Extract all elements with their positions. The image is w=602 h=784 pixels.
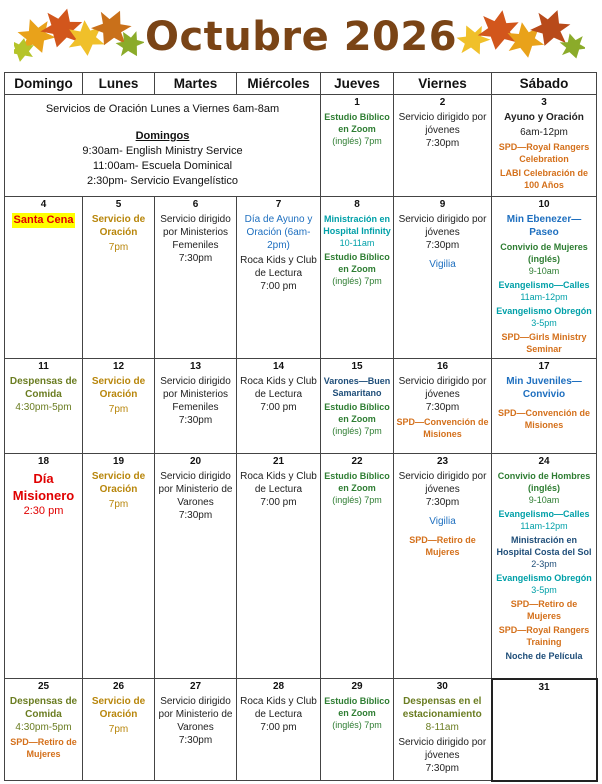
- event-time: 7:00 pm: [260, 402, 297, 413]
- day-cell[interactable]: [155, 454, 237, 679]
- week-row: [5, 359, 597, 454]
- day-cell[interactable]: [155, 679, 237, 781]
- day-cell[interactable]: [394, 359, 492, 454]
- day-cell[interactable]: [321, 95, 394, 197]
- event-youth-service: Servicio dirigido por jóvenes: [398, 214, 487, 238]
- event-youth-ministry: Min Juveniles—Convivio: [506, 376, 582, 400]
- info-line: 11:00am- Escuela Dominical: [92, 160, 233, 172]
- day-number: 6: [192, 199, 199, 210]
- event-mens-service: Servicio dirigido por Ministerio de Varones: [158, 696, 233, 733]
- day-number: 8: [354, 199, 360, 210]
- day-number: 31: [538, 681, 550, 693]
- day-number: 16: [436, 361, 449, 372]
- weekday-header: Domingo: [5, 73, 83, 95]
- event-ebenezer: Min Ebenezer—Paseo: [506, 214, 582, 238]
- event-bible-study: Estudio Bíblico en Zoom: [324, 471, 390, 493]
- event-time: 3-5pm: [531, 585, 557, 595]
- event-mens-gathering: Convivio de Hombres (inglés): [497, 471, 591, 493]
- event-time: 10-11am: [339, 238, 375, 248]
- event-time: 11am-12pm: [520, 521, 568, 531]
- day-cell[interactable]: [321, 679, 394, 781]
- event-time: 9-10am: [528, 495, 560, 505]
- week-row: [5, 454, 597, 679]
- info-prayer-services: Servicios de Oración Lunes a Viernes 6am-8am: [45, 103, 280, 115]
- day-cell[interactable]: [83, 454, 155, 679]
- event-time: 7:00 pm: [260, 497, 297, 508]
- day-number: 28: [272, 681, 285, 692]
- info-line: 2:30pm- Servicio Evangelístico: [86, 175, 238, 187]
- event-time: 4:30pm-5pm: [15, 402, 72, 413]
- event-movie-night: Noche de Película: [505, 651, 583, 661]
- event-spd: SPD—Royal Rangers Training: [498, 625, 590, 647]
- event-evangelism-streets: Evangelismo—Calles: [498, 280, 590, 290]
- day-cell[interactable]: [83, 359, 155, 454]
- autumn-leaves-icon: [455, 6, 585, 64]
- event-mission-day: Día Misionero: [12, 471, 75, 503]
- event-fasting-day: Día de Ayuno y Oración (6am-2pm): [244, 214, 313, 251]
- event-youth-service: Servicio dirigido por jóvenes: [398, 112, 487, 136]
- event-time: (inglés) 7pm: [332, 276, 382, 286]
- event-time: 7:30pm: [178, 253, 213, 264]
- event-time: 6am-12pm: [520, 127, 568, 138]
- event-prayer-service: Servicio de Oración: [91, 214, 146, 238]
- services-info-cell: [5, 95, 321, 197]
- event-bible-study: Estudio Bíblico en Zoom: [324, 696, 390, 718]
- event-fasting-prayer: Ayuno y Oración: [504, 112, 584, 123]
- day-cell[interactable]: [394, 197, 492, 359]
- day-number: 26: [112, 681, 125, 692]
- event-time: 11am-12pm: [520, 292, 568, 302]
- day-cell[interactable]: [492, 197, 597, 359]
- day-number: 11: [38, 361, 49, 372]
- day-cell[interactable]: [237, 679, 321, 781]
- event-time: 7:30pm: [425, 240, 460, 251]
- day-cell[interactable]: [5, 454, 83, 679]
- weekday-header: Jueves: [321, 73, 394, 95]
- day-cell[interactable]: [492, 359, 597, 454]
- event-time: 3-5pm: [531, 318, 557, 328]
- day-cell[interactable]: [321, 359, 394, 454]
- event-roca-kids: Roca Kids y Club de Lectura: [240, 255, 317, 279]
- day-cell[interactable]: [492, 454, 597, 679]
- day-number: 17: [538, 361, 550, 372]
- event-womens-gathering: Convivio de Mujeres (inglés): [500, 242, 588, 264]
- event-spd: SPD—Retiro de Mujeres: [510, 599, 578, 621]
- day-number: 5: [115, 199, 122, 210]
- weekday-header: Martes: [155, 73, 237, 95]
- event-evangelism-obregon: Evangelismo Obregón: [496, 306, 592, 316]
- event-bible-study: Estudio Bíblico en Zoom: [324, 112, 390, 134]
- day-cell[interactable]: [394, 679, 492, 781]
- week-row: [5, 679, 597, 781]
- day-number: 9: [439, 199, 446, 210]
- day-cell[interactable]: [5, 359, 83, 454]
- page-title: Octubre 2026: [144, 14, 458, 60]
- day-cell[interactable]: [83, 197, 155, 359]
- event-bible-study: Estudio Bíblico en Zoom: [324, 402, 390, 424]
- event-prayer-service: Servicio de Oración: [91, 471, 146, 495]
- event-time: 7:30pm: [425, 402, 460, 413]
- day-cell[interactable]: [155, 197, 237, 359]
- event-prayer-service: Servicio de Oración: [91, 696, 146, 720]
- event-food-pantry: Despensas de Comida: [9, 376, 78, 400]
- event-spd: SPD—Convención de Misiones: [497, 408, 590, 430]
- event-vigil: Vigilia: [429, 516, 456, 527]
- day-cell[interactable]: [321, 454, 394, 679]
- weekday-header-row: [5, 73, 597, 95]
- event-spd: SPD—Girls Ministry Seminar: [501, 332, 587, 354]
- day-number: 30: [436, 681, 448, 692]
- event-time: (inglés) 7pm: [332, 720, 382, 730]
- event-time: 8-11am: [425, 722, 459, 733]
- event-youth-service: Servicio dirigido por jóvenes: [398, 471, 487, 495]
- event-hospital-ministry: Ministración en Hospital Costa del Sol: [496, 535, 592, 557]
- event-prayer-service: Servicio de Oración: [91, 376, 146, 400]
- weekday-header: Viernes: [394, 73, 492, 95]
- weekday-header: Miércoles: [237, 73, 321, 95]
- event-parking-pantry: Despensas en el estacionamiento: [402, 696, 482, 720]
- day-number: 24: [538, 456, 550, 467]
- day-number: 7: [275, 199, 282, 210]
- event-time: 7:30pm: [178, 415, 213, 426]
- event-evangelism-streets: Evangelismo—Calles: [498, 509, 590, 519]
- event-time: (inglés) 7pm: [332, 136, 382, 146]
- day-number: 12: [112, 361, 125, 372]
- event-time: 7:30pm: [425, 497, 460, 508]
- week-row: [5, 95, 597, 197]
- day-cell[interactable]: [83, 679, 155, 781]
- day-number: 22: [351, 456, 363, 467]
- day-cell[interactable]: [237, 454, 321, 679]
- day-cell[interactable]: [321, 197, 394, 359]
- event-spd: SPD—Royal Rangers Celebration: [498, 142, 590, 164]
- day-number: 23: [436, 456, 449, 467]
- day-cell[interactable]: [492, 679, 597, 781]
- event-youth-service: Servicio dirigido por jóvenes: [398, 376, 487, 400]
- event-time: 7:30pm: [425, 138, 460, 149]
- event-time: 7:00 pm: [260, 281, 297, 292]
- info-line: 9:30am- English Ministry Service: [82, 145, 243, 157]
- event-time: 2:30 pm: [23, 505, 64, 517]
- event-time: 7:00 pm: [260, 722, 297, 733]
- day-cell[interactable]: [155, 359, 237, 454]
- day-number: 3: [541, 97, 547, 108]
- day-cell[interactable]: [394, 95, 492, 197]
- day-number: 1: [354, 97, 360, 108]
- event-roca-kids: Roca Kids y Club de Lectura: [240, 696, 317, 720]
- event-time: 7pm: [108, 242, 129, 253]
- event-time: 2-3pm: [531, 559, 557, 569]
- event-womens-service: Servicio dirigido por Ministerios Femeniles: [160, 376, 231, 413]
- day-number: 15: [351, 361, 363, 372]
- day-number: 19: [112, 456, 125, 467]
- event-bible-study: Estudio Bíblico en Zoom: [324, 252, 390, 274]
- day-number: 25: [37, 681, 50, 692]
- event-womens-service: Servicio dirigido por Ministerios Femeniles: [160, 214, 231, 251]
- day-number: 29: [351, 681, 363, 692]
- day-number: 2: [439, 97, 446, 108]
- day-number: 20: [189, 456, 202, 467]
- event-evangelism-obregon: Evangelismo Obregón: [496, 573, 592, 583]
- event-mens-service: Servicio dirigido por Ministerio de Varones: [158, 471, 233, 508]
- day-number: 21: [272, 456, 285, 467]
- event-time: 4:30pm-5pm: [15, 722, 72, 733]
- event-mens-ministry: Varones—Buen Samaritano: [323, 376, 391, 398]
- day-number: 14: [272, 361, 285, 372]
- event-time: 7pm: [108, 404, 129, 415]
- weekday-header: Sábado: [492, 73, 597, 95]
- event-spd: SPD—Retiro de Mujeres: [409, 535, 476, 557]
- event-time: 7:30pm: [425, 763, 459, 774]
- event-time: (inglés) 7pm: [332, 426, 382, 436]
- event-santa-cena: Santa Cena: [13, 214, 74, 226]
- event-hospital-ministry: Ministración en Hospital Infinity: [323, 214, 391, 236]
- day-number: 13: [189, 361, 202, 372]
- event-time: 7:30pm: [178, 510, 213, 521]
- day-cell[interactable]: [5, 679, 83, 781]
- event-spd: SPD—Retiro de Mujeres: [10, 737, 77, 759]
- day-cell[interactable]: [237, 359, 321, 454]
- week-row: [5, 197, 597, 359]
- event-labi: LABI Celebración de 100 Años: [499, 168, 589, 190]
- day-number: 27: [189, 681, 202, 692]
- event-food-pantry: Despensas de Comida: [9, 696, 78, 720]
- info-domingos-heading: Domingos: [135, 130, 190, 142]
- event-vigil: Vigilia: [429, 259, 456, 270]
- event-time: (inglés) 7pm: [332, 495, 382, 505]
- event-time: 7:30pm: [178, 735, 213, 746]
- event-roca-kids: Roca Kids y Club de Lectura: [240, 471, 317, 495]
- day-number: 18: [37, 456, 50, 467]
- weekday-header: Lunes: [83, 73, 155, 95]
- day-cell[interactable]: [394, 454, 492, 679]
- event-time: 7pm: [108, 724, 129, 735]
- calendar-header: [0, 0, 602, 72]
- calendar-grid: [4, 72, 598, 782]
- day-cell[interactable]: [237, 197, 321, 359]
- day-cell[interactable]: [492, 95, 597, 197]
- event-time: 7pm: [108, 499, 129, 510]
- day-number: 4: [40, 199, 47, 210]
- day-number: 10: [538, 199, 550, 210]
- event-youth-service: Servicio dirigido por jóvenes: [398, 737, 487, 761]
- event-spd: SPD—Convención de Misiones: [396, 417, 489, 439]
- event-time: 9-10am: [528, 266, 560, 276]
- day-cell[interactable]: [5, 197, 83, 359]
- event-roca-kids: Roca Kids y Club de Lectura: [240, 376, 317, 400]
